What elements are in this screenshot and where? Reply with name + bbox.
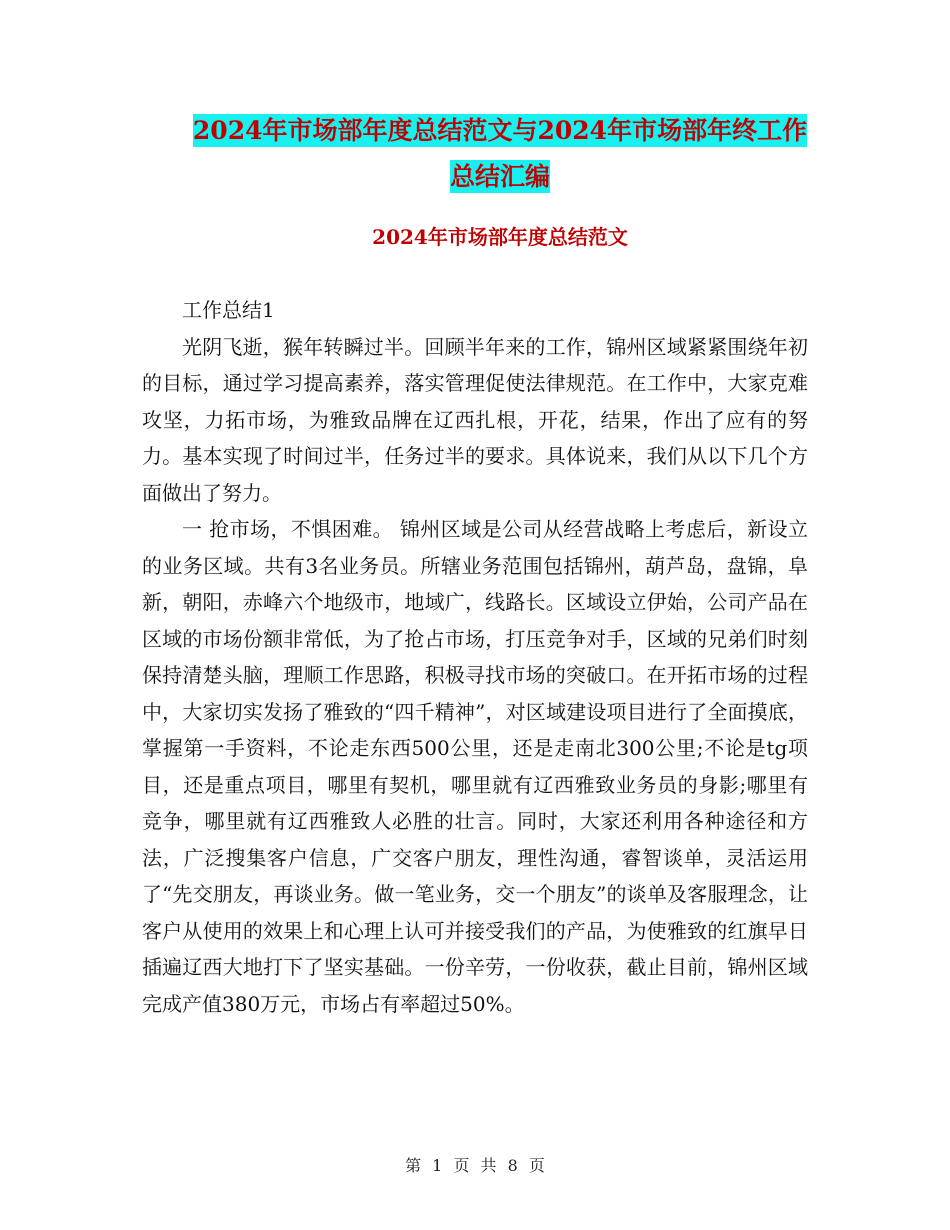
section-title: 2024年市场部年度总结范文 [372, 225, 628, 249]
paragraph-heading: 工作总结1 [182, 298, 275, 322]
page-footer: 第 1 页 共 8 页 [405, 1156, 545, 1175]
paragraph: 光阴飞逝，猴年转瞬过半。回顾半年来的工作，锦州区域紧紧围绕年初的目标，通过学习提高素养，落实管理促使法律规范。在工作中，大家克难攻坚，力拓市场，为雅致品牌在辽西扎根，开花，结果，作出了应有的努力。基本实现了时间过半，任务过半的要求。具体说来，我们从以下几个方面做出了努力。 [142, 334, 808, 505]
document-body [142, 292, 808, 1022]
document-title-line1: 2024年市场部年度总结范文与2024年市场部年终工作 [192, 116, 808, 145]
paragraph: 一 抢市场，不惧困难。 锦州区域是公司从经营战略上考虑后，新设立的业务区域。共有3名业务员。所辖业务范围包括锦州，葫芦岛，盘锦，阜新，朝阳，赤峰六个地级市，地域广，线路长。区域设立伊始，公司产品在区域的市场份额非常低，为了抢占市场，打压竞争对手，区域的兄弟们时刻保持清楚头脑，理顺工作思路，积极寻找市场的突破口。在开拓市场的过程中，大家切实发扬了雅致的“四千精神”，对区域建设项目进行了全面摸底，掌握第一手资料，不论走东西500公里，还是走南北300公里;不论是tg项目，还是重点项目，哪里有契机，哪里就有辽西雅致业务员的身影;哪里有竞争，哪里就有辽西雅致人必胜的壮言。同时，大家还利用各种途径和方法，广泛搜集客户信息，广交客户朋友，理性沟通，睿智谈单，灵活运用了“先交朋友，再谈业务。做一笔业务，交一个朋友”的谈单及客服理念，让客户从使用的效果上和心理上认可并接受我们的产品，为使雅致的红旗早日插遍辽西大地打下了坚实基础。一份辛劳，一份收获，截止目前，锦州区域完成产值380万元，市场占有率超过50%。 [142, 517, 808, 1016]
document-title [120, 108, 880, 200]
document-title-line2: 总结汇编 [449, 162, 550, 191]
